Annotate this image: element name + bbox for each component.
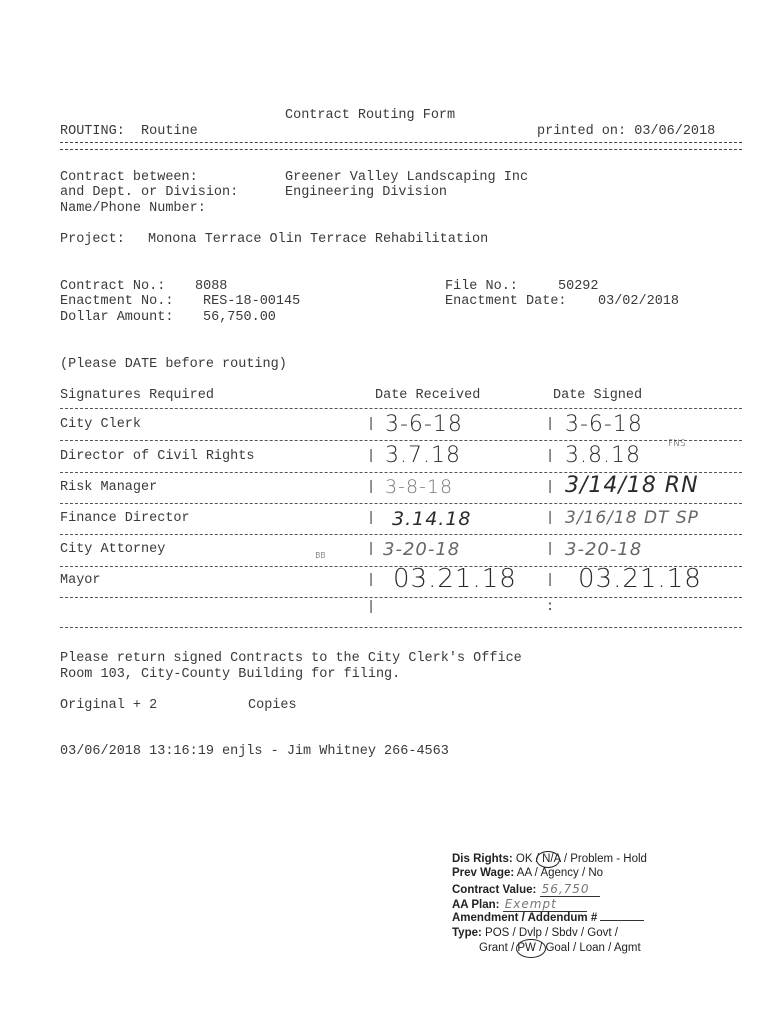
compliance-stamp [452,853,682,973]
contract-value-line [452,882,600,896]
signed-separator: | [546,417,555,432]
received-separator: | [367,600,376,615]
date-received-handwritten: 03.21.18 [393,564,517,594]
signed-separator: | [546,511,555,526]
row-divider [60,597,742,598]
return-instruction-line1: Please return signed Contracts to the City Clerk's Office [60,651,522,666]
aa-plan-label: AA Plan: [452,899,500,911]
contract-between-value: Greener Valley Landscaping Inc [285,170,529,185]
audit-line: 03/06/2018 13:16:19 enjls - Jim Whitney 266-4563 [60,744,449,759]
col-date-signed: Date Signed [553,388,643,403]
date-received-handwritten: 3-20-18 [383,539,461,560]
col-date-received: Date Received [375,388,481,403]
dollar-amount: 56,750.00 [203,310,276,325]
contract-value-label: Contract Value: [452,884,537,896]
file-no: 50292 [558,279,599,294]
received-separator: | [367,480,376,495]
table-bottom-divider [60,627,742,628]
dept-label: and Dept. or Division: [60,185,239,200]
type-label: Type: [452,927,482,939]
date-signed-handwritten: 3-20-18 [565,539,643,560]
enactment-no-label: Enactment No.: [60,294,174,309]
enactment-date-label: Enactment Date: [445,294,567,309]
original-count: Original + 2 [60,698,158,713]
file-no-label: File No.: [445,279,518,294]
dis-rights-circle [536,851,560,868]
contract-between-label: Contract between: [60,170,198,185]
routing-type: ROUTING: Routine [60,124,198,139]
date-signed-handwritten: 3/14/18 RN [565,473,699,498]
signed-separator: | [546,480,555,495]
prev-wage-line [452,867,603,879]
type-pw-circle [516,939,546,958]
signature-role: City Clerk [60,417,142,432]
date-received-handwritten: 3-8-18 [385,476,454,498]
aa-plan-line [452,897,587,911]
signature-row [0,564,770,598]
signed-separator: | [546,573,555,588]
signed-separator: | [546,542,555,557]
received-separator: | [367,449,376,464]
aa-plan-handwritten: Exempt [503,897,587,912]
dis-rights-value: OK / N/A / Problem - Hold [515,853,647,865]
enactment-no: RES-18-00145 [203,294,301,309]
signature-role: City Attorney [60,542,166,557]
dollar-amount-label: Dollar Amount: [60,310,174,325]
signed-separator: | [546,449,555,464]
received-separator: | [367,417,376,432]
dept-value: Engineering Division [285,185,448,200]
prev-wage-label: Prev Wage: [452,867,515,879]
col-signatures-required: Signatures Required [60,388,214,403]
signature-row [0,473,770,504]
date-received-handwritten: 3.14.18 [392,508,472,530]
amendment-label: Amendment / Addendum # [452,912,598,924]
signature-row [0,410,770,441]
signature-role: Risk Manager [60,480,158,495]
date-signed-handwritten: 3.8.18 [565,443,641,468]
signature-role: Finance Director [60,511,190,526]
printed-date: printed on: 03/06/2018 [537,124,716,139]
received-separator: | [367,573,376,588]
copies-label: Copies [248,698,297,713]
header-divider [60,142,742,150]
enactment-date: 03/02/2018 [598,294,680,309]
signature-row [0,441,770,472]
name-phone-label: Name/Phone Number: [60,201,206,216]
type-line [452,927,618,939]
prev-wage-value: AA / Agency / No [516,867,604,879]
received-separator: | [367,511,376,526]
amendment-line [452,912,644,924]
date-signed-handwritten: 3-6-18 [565,412,643,437]
received-separator: | [367,542,376,557]
contract-value-handwritten: 56,750 [540,882,600,897]
signature-role: Director of Civil Rights [60,449,255,464]
signature-row [0,535,770,566]
return-instruction-line2: Room 103, City-County Building for filing. [60,667,401,682]
initials-note: BB [315,551,326,560]
project-label: Project: [60,232,125,247]
date-signed-handwritten: 3/16/18 DT SP [565,508,699,528]
date-signed-handwritten: 03.21.18 [578,564,702,594]
type-options-line2: Grant / PW / Goal / Loan / Agmt [479,942,641,954]
signature-row [0,504,770,535]
dis-rights-label: Dis Rights: [452,853,513,865]
amendment-blank [600,920,644,921]
contract-no: 8088 [195,279,228,294]
form-title: Contract Routing Form [285,108,456,123]
type-options-line1: POS / Dvlp / Sbdv / Govt / [485,927,618,939]
contract-no-label: Contract No.: [60,279,166,294]
initials-note: FNS [668,439,686,449]
signed-separator: : [546,600,555,615]
signature-role: Mayor [60,573,101,588]
table-divider [60,408,742,409]
project-value: Monona Terrace Olin Terrace Rehabilitation [148,232,489,247]
date-received-handwritten: 3-6-18 [385,412,463,437]
date-received-handwritten: 3.7.18 [385,443,461,468]
routing-note: (Please DATE before routing) [60,357,287,372]
